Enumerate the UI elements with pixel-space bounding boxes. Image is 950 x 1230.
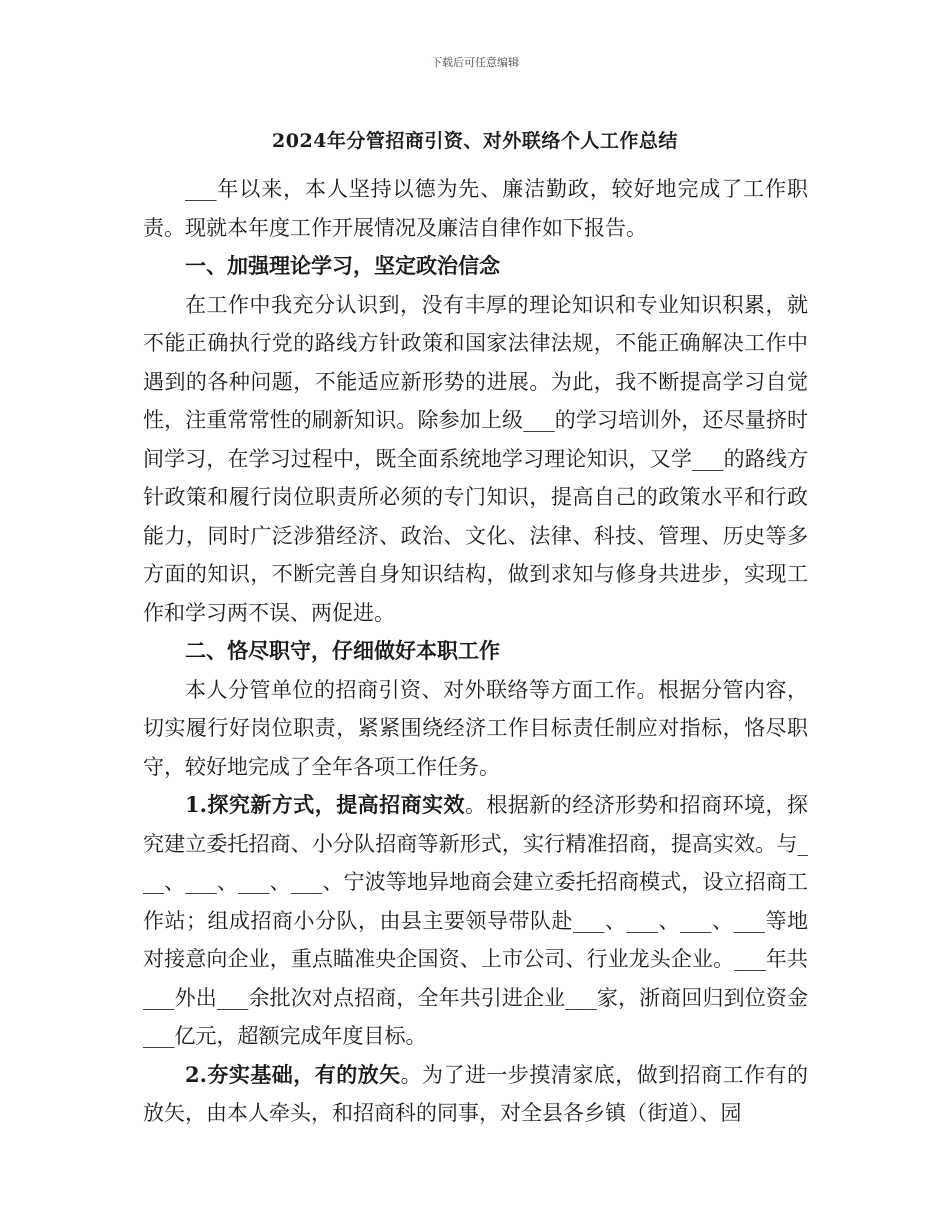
section-2-paragraph: 本人分管单位的招商引资、对外联络等方面工作。根据分管内容，切实履行好岗位职责，紧紧围绕经济工作目标责任制应对指标，恪尽职守，较好地完成了全年各项工作任务。: [143, 677, 808, 779]
item-1-text: 。根据新的经济形势和招商环境，探究建立委托招商、小分队招商等新形式，实行精准招商，提高实效。与___、___、___、___、宁波等地异地商会建立委托招商模式，设立招商工作站；组成招商小分队，由县主要领导带队赴___、___、___、___等地对接意向企业，重点瞄准央企国资、上市公司、行业龙头企业。___年共___外出___余批次对点招商，全年共引进企业___家，浙商回归到位资金___亿元，超额完成年度目标。: [143, 793, 809, 1048]
item-2-lead: 2.夯实基础，有的放矢: [185, 1061, 401, 1087]
section-1-heading: 一、加强理论学习，坚定政治信念: [185, 253, 500, 278]
intro-paragraph: ___年以来，本人坚持以德为先、廉洁勤政，较好地完成了工作职责。现就本年度工作开展情况及廉洁自律作如下报告。: [143, 177, 808, 240]
item-1-paragraph: [143, 786, 808, 1056]
item-2-paragraph: [143, 1056, 808, 1133]
section-1-paragraph: 在工作中我充分认识到，没有丰厚的理论知识和专业知识积累，就不能正确执行党的路线方针政策和国家法律法规，不能正确解决工作中遇到的各种问题，不能适应新形势的进展。为此，我不断提高学习自觉性，注重常常性的刷新知识。除参加上级___的学习培训外，还尽量挤时间学习，在学习过程中，既全面系统地学习理论知识，又学___的路线方针政策和履行岗位职责所必须的专门知识，提高自己的政策水平和行政能力，同时广泛涉猎经济、政治、文化、法律、科技、管理、历史等多方面的知识，不断完善自身知识结构，做到求知与修身共进步，实现工作和学习两不误、两促进。: [143, 292, 808, 625]
section-2-heading: 二、恪尽职守，仔细做好本职工作: [185, 638, 500, 663]
document-title: 2024年分管招商引资、对外联络个人工作总结: [272, 130, 678, 152]
header-note: 下载后可任意编辑: [431, 56, 519, 69]
item-1-lead: 1.探究新方式，提高招商实效: [185, 792, 465, 817]
document-body: [143, 170, 808, 1133]
item-2-text: 。为了进一步摸清家底，做到招商工作有的放矢，由本人牵头，和招商科的同事，对全县各乡镇（街道）、园: [143, 1062, 808, 1125]
